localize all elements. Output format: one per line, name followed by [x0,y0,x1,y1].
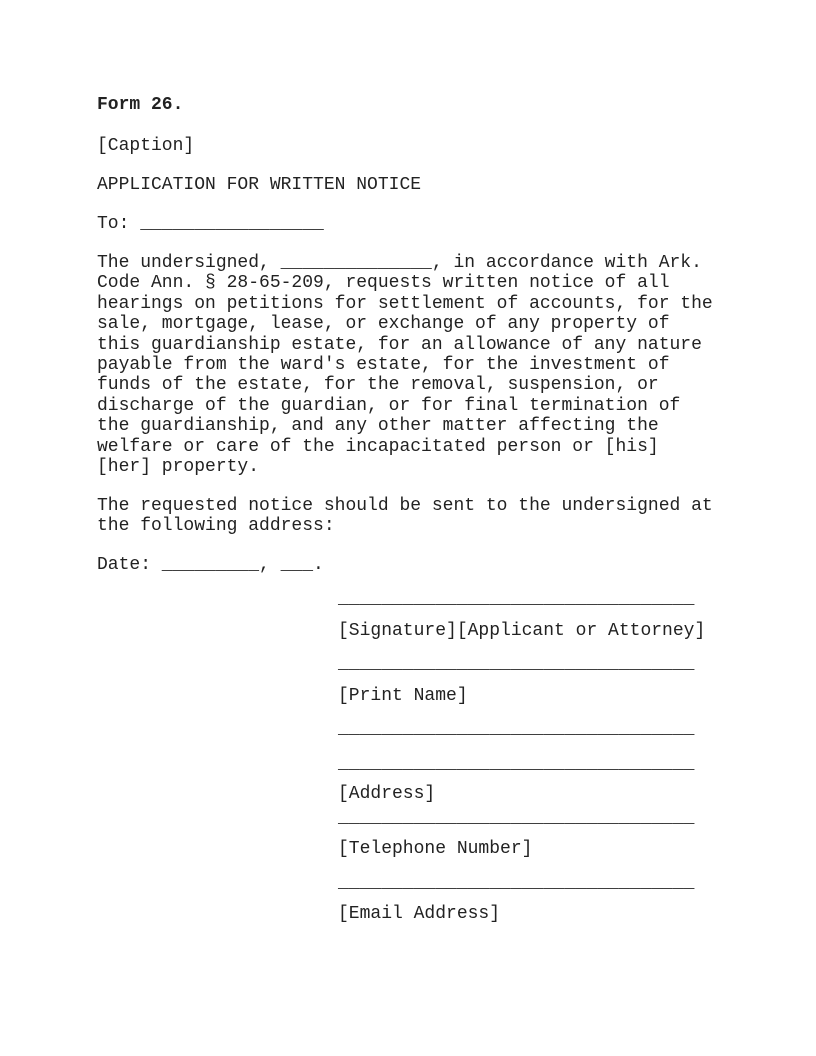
signature-label: [Signature][Applicant or Attorney] [338,621,706,641]
paragraph-line: hearings on petitions for settlement of accounts, for the [97,293,713,314]
address-blank-2: _________________________________ [338,754,695,774]
paragraph-line: The requested notice should be sent to the undersigned at [97,496,713,516]
document-title: APPLICATION FOR WRITTEN NOTICE [97,175,422,195]
paragraph-line: sale, mortgage, lease, or exchange of any property of [97,314,670,335]
application-paragraph [97,253,713,477]
address-paragraph [97,496,713,537]
telephone-blank: _________________________________ [338,808,695,828]
paragraph-line: [her] property. [97,456,260,477]
paragraph-line: discharge of the guardian, or for final termination of [97,395,681,416]
signature-blank: _________________________________ [338,589,695,609]
paragraph-line: welfare or care of the incapacitated person or [his] [97,436,659,457]
email-blank: _________________________________ [338,873,695,893]
email-label: [Email Address] [338,904,501,924]
form-number: Form 26. [97,95,184,115]
address-label: [Address] [338,784,436,804]
paragraph-line: Code Ann. § 28-65-209, requests written notice of all [97,273,670,294]
print-name-blank: _________________________________ [338,654,695,674]
date-line: Date: _________, ___. [97,555,324,575]
telephone-label: [Telephone Number] [338,839,533,859]
paragraph-line: payable from the ward's estate, for the investment of [97,354,670,375]
address-blank-1: _________________________________ [338,719,695,739]
paragraph-line: funds of the estate, for the removal, suspension, or [97,375,659,396]
paragraph-line: the following address: [97,516,335,537]
paragraph-line: the guardianship, and any other matter affecting the [97,416,659,437]
paragraph-line: this guardianship estate, for an allowance of any nature [97,334,702,355]
caption-placeholder: [Caption] [97,136,195,156]
paragraph-line: The undersigned, ______________, in accordance with Ark. [97,253,702,273]
print-name-label: [Print Name] [338,686,468,706]
to-line: To: _________________ [97,214,324,234]
